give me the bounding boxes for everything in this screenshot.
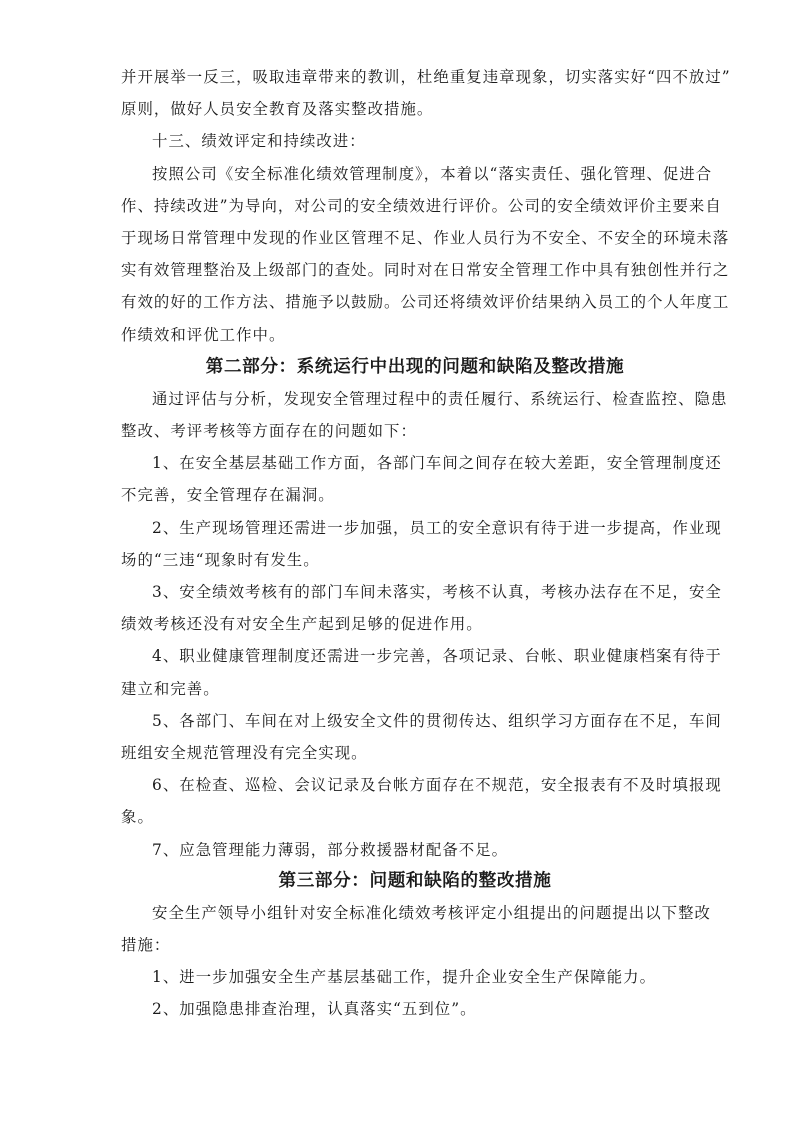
text-line: 4、职业健康管理制度还需进一步完善，各项记录、台帐、职业健康档案有待于	[152, 647, 722, 666]
part-3-item-2	[121, 993, 709, 1025]
part-2-item-2	[121, 512, 722, 576]
text-line: 1、在安全基层基础工作方面，各部门车间之间存在较大差距，安全管理制度还	[152, 454, 722, 473]
text-line: 作、持续改进”为导向，对公司的安全绩效进行评价。公司的安全绩效评价主要来自	[121, 196, 722, 215]
section-13-paragraph	[121, 158, 730, 351]
text-line: 原则，做好人员安全教育及落实整改措施。	[121, 100, 434, 119]
document-page	[121, 61, 731, 1026]
text-line: 3、安全绩效考核有的部门车间未落实，考核不认真，考核办法存在不足，安全	[152, 583, 722, 601]
text-line: 5、各部门、车间在对上级安全文件的贯彻传达、组织学习方面存在不足，车间	[152, 711, 722, 730]
part-2-item-6	[121, 769, 722, 833]
part-2-item-1	[121, 447, 722, 511]
text-line: 2、生产现场管理还需进一步加强，员工的安全意识有待于进一步提高，作业现	[152, 518, 722, 537]
text-line: 绩效考核还没有对安全生产起到足够的促进作用。	[121, 615, 483, 634]
text-line: 象。	[121, 808, 154, 827]
text-line: 按照公司《安全标准化绩效管理制度》，本着以“落实责任、强化管理、促进合	[152, 164, 713, 183]
part-2-item-3	[121, 576, 722, 640]
text-line: 建立和完善。	[121, 679, 220, 698]
part-2-item-4	[121, 640, 722, 704]
section-13-title: 十三、绩效评定和持续改进：	[152, 132, 366, 151]
text-line: 场的“三违“现象时有发生。	[121, 550, 320, 569]
text-line: 班组安全规范管理没有完全实现。	[121, 743, 368, 762]
paragraph-continuation	[121, 61, 731, 125]
text-line: 1、进一步加强安全生产基层基础工作，提升企业安全生产保障能力。	[152, 968, 657, 987]
part-3-heading: 第三部分：问题和缺陷的整改措施	[278, 870, 552, 891]
text-line: 6、在检查、巡检、会议记录及台帐方面存在不规范，安全报表有不及时填报现	[152, 776, 722, 795]
part-2-item-7	[121, 834, 709, 866]
part-2-intro	[121, 383, 728, 447]
text-line: 实有效管理整治及上级部门的查处。同时对在日常安全管理工作中具有独创性并行之	[121, 261, 730, 280]
text-line: 作绩效和评优工作中。	[121, 325, 286, 344]
text-line: 措施：	[121, 936, 171, 955]
part-3-item-1	[121, 961, 709, 993]
text-line: 2、加强隐患排查治理，认真落实“五到位”。	[152, 1000, 477, 1019]
text-line: 整改、考评考核等方面存在的问题如下：	[121, 422, 417, 441]
text-line: 7、应急管理能力薄弱，部分救援器材配备不足。	[152, 840, 509, 859]
part-3-intro	[121, 897, 709, 961]
text-line: 并开展举一反三，吸取违章带来的教训，杜绝重复违章现象，切实落实好“四不放过”	[121, 68, 731, 86]
text-line: 于现场日常管理中发现的作业区管理不足、作业人员行为不安全、不安全的环境未落	[121, 228, 730, 247]
part-2-heading: 第二部分：系统运行中出现的问题和缺陷及整改措施	[205, 356, 625, 377]
text-line: 不完善，安全管理存在漏洞。	[121, 486, 335, 505]
text-line: 通过评估与分析，发现安全管理过程中的责任履行、系统运行、检查监控、隐患	[152, 389, 728, 408]
text-line: 有效的好的工作方法、措施予以鼓励。公司还将绩效评价结果纳入员工的个人年度工	[121, 293, 730, 312]
text-line: 安全生产领导小组针对安全标准化绩效考核评定小组提出的问题提出以下整改	[152, 903, 711, 922]
part-2-item-5	[121, 705, 722, 769]
